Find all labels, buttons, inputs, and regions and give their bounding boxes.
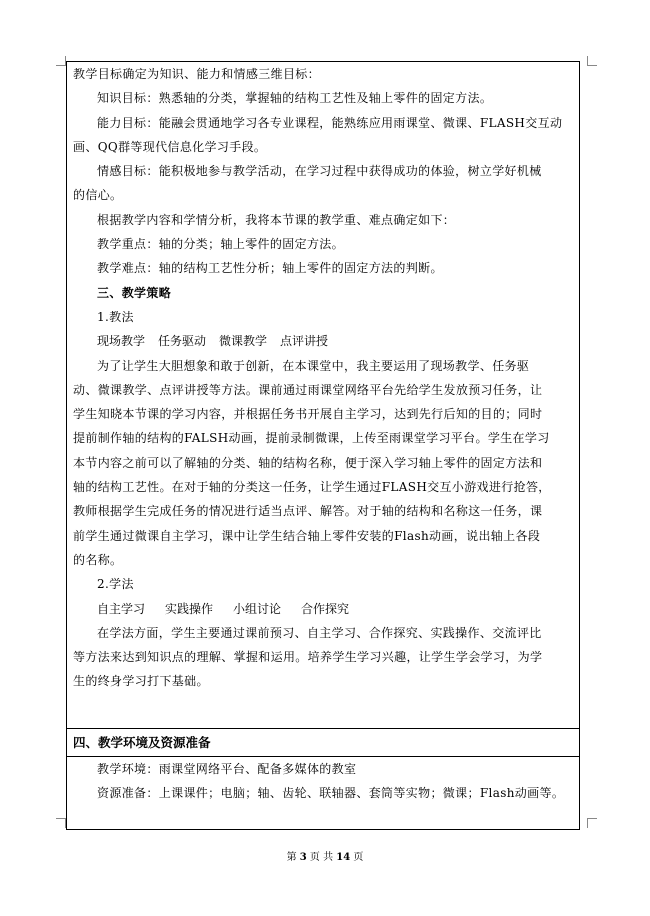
footer-page-number: 3 <box>299 852 307 863</box>
text-line: 根据教学内容和学情分析，我将本节课的教学重、难点确定如下： <box>97 212 456 227</box>
text-line: 前学生通过微课自主学习，课中让学生结合轴上零件安装的Flash动画，说出轴上各段 <box>73 528 541 543</box>
footer-prefix: 第 <box>286 852 297 863</box>
text-line: 教学目标确定为知识、能力和情感三维目标： <box>73 67 321 81</box>
text-line: 情感目标：能积极地参与教学活动，在学习过程中获得成功的体验，树立学好机械 <box>97 164 542 179</box>
text-line: 等方法来达到知识点的理解、掌握和运用。培养学生学习兴趣，让学生学会学习，为学 <box>73 650 543 665</box>
environment-cell <box>67 757 579 806</box>
method-item: 微课教学 <box>219 334 268 349</box>
learning-methods-list <box>73 597 573 621</box>
text-line: 教学环境：雨课堂网络平台、配备多媒体的教室 <box>97 762 357 776</box>
method-item: 点评讲授 <box>280 334 329 349</box>
text-line: 动、微课教学、点评讲授等方法。课前通过雨课堂网络平台先给学生发放预习任务，让 <box>73 382 543 397</box>
section-4-heading: 四、教学环境及资源准备 <box>73 735 211 750</box>
text-line: 教学重点：轴的分类；轴上零件的固定方法。 <box>97 237 345 252</box>
text-line: 为了让学生大胆想象和敢于创新，在本课堂中，我主要运用了现场教学、任务驱 <box>97 358 530 373</box>
text-line: 画、QQ群等现代信息化学习手段。 <box>73 139 267 154</box>
teaching-methods-list <box>73 329 573 353</box>
environment-block <box>73 757 573 806</box>
method-item: 自主学习 <box>97 601 146 616</box>
text-line: 1.教法 <box>97 309 134 324</box>
learning-method-paragraph <box>73 621 573 694</box>
footer-mid: 页 共 <box>309 852 334 863</box>
section-heading: 三、教学策略 <box>97 285 172 300</box>
method-item: 小组讨论 <box>233 601 282 616</box>
text-line: 的名称。 <box>73 552 123 567</box>
text-line: 教师根据学生完成任务的情况进行适当点评、解答。对于轴的结构和名称这一任务，课 <box>73 504 543 519</box>
crop-mark-bottom-right <box>587 818 597 828</box>
text-line: 资源准备：上课课件；电脑；轴、齿轮、联轴器、套筒等实物；微课；Flash动画等。 <box>97 786 565 801</box>
teaching-method-paragraph <box>73 354 573 597</box>
method-item: 实践操作 <box>165 601 214 616</box>
text-line: 能力目标：能融会贯通地学习各专业课程，能熟练应用雨课堂、微课、FLASH交互动 <box>97 115 563 130</box>
text-line: 提前制作轴的结构的FALSH动画，提前录制微课，上传至雨课堂学习平台。学生在学习 <box>73 431 550 446</box>
text-line: 本节内容之前可以了解轴的分类、轴的结构名称，便于深入学习轴上零件的固定方法和 <box>73 455 543 470</box>
method-item: 任务驱动 <box>158 334 207 349</box>
text-line: 2.学法 <box>97 577 134 592</box>
text-line: 的信心。 <box>73 188 123 203</box>
footer-suffix: 页 <box>353 852 364 863</box>
text-line: 教学难点：轴的结构工艺性分析；轴上零件的固定方法的判断。 <box>97 261 443 276</box>
crop-mark-top-right <box>587 56 597 66</box>
text-line: 学生知晓本节课的学习内容，并根据任务书开展自主学习，达到先行后知的目的；同时 <box>73 407 543 422</box>
method-item: 合作探究 <box>301 601 350 616</box>
text-line: 在学法方面，学生主要通过课前预习、自主学习、合作探究、实践操作、交流评比 <box>97 625 542 640</box>
text-line: 知识目标：熟悉轴的分类，掌握轴的结构工艺性及轴上零件的固定方法。 <box>97 91 493 106</box>
method-item: 现场教学 <box>97 334 146 349</box>
objectives-block <box>73 62 573 329</box>
teaching-content-cell <box>67 62 579 728</box>
page-footer <box>0 848 650 863</box>
crop-mark-top-left <box>56 56 66 66</box>
text-line: 生的终身学习打下基础。 <box>73 674 209 689</box>
lesson-plan-table <box>66 61 580 830</box>
footer-total-pages: 14 <box>336 852 351 863</box>
text-line: 轴的结构工艺性。在对于轴的分类这一任务，让学生通过FLASH交互小游戏进行抢答， <box>73 480 551 495</box>
crop-mark-bottom-left <box>56 818 66 828</box>
